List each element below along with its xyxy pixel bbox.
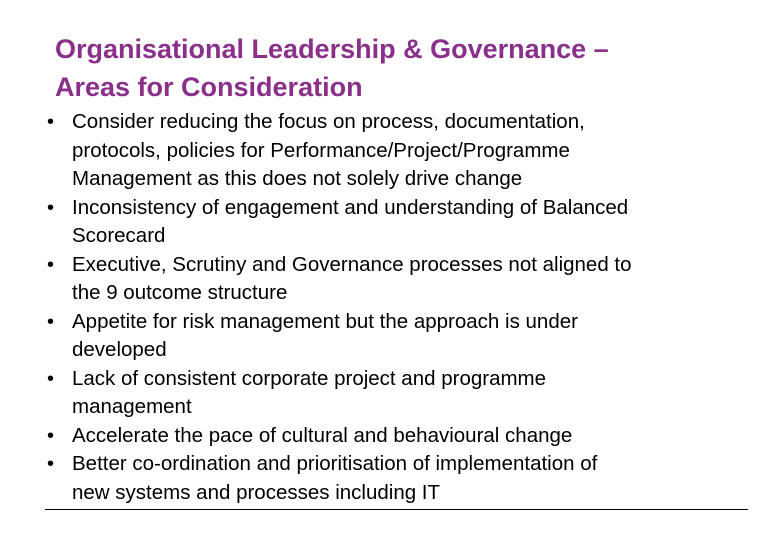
bullet-text <box>72 108 752 194</box>
bottom-divider <box>45 509 748 510</box>
bullet-text <box>72 450 752 507</box>
bullet-text-line: protocols, policies for Performance/Project/Programme <box>72 138 570 162</box>
bullet-list <box>0 108 780 507</box>
bullet-text-line: new systems and processes including IT <box>72 480 441 504</box>
bullet-text-line: management <box>72 395 192 418</box>
bullet-text <box>72 194 752 251</box>
bullet-item-coordination <box>0 450 752 507</box>
bullet-text <box>72 422 752 451</box>
bullet-text-line: Scorecard <box>72 224 166 247</box>
bullet-point-icon: • <box>47 253 55 276</box>
bullet-text <box>72 308 752 365</box>
bullet-text-line: Inconsistency of engagement and understanding of Balanced <box>72 195 629 219</box>
bullet-point-icon: • <box>47 310 55 333</box>
bullet-text <box>72 365 752 422</box>
slide-title-line-2: Areas for Consideration <box>55 72 363 102</box>
bullet-text-line: Consider reducing the focus on process, documentation, <box>72 110 585 133</box>
bullet-text-line: the 9 outcome structure <box>72 281 288 304</box>
bullet-point-icon: • <box>47 111 55 133</box>
bullet-text-line: Appetite for risk management but the approach is under <box>72 309 578 333</box>
bullet-item-project-management <box>0 365 752 422</box>
bullet-item-process-focus <box>0 108 752 194</box>
bullet-point-icon: • <box>47 453 55 475</box>
bullet-text-line: Executive, Scrutiny and Governance processes not aligned to <box>72 252 632 276</box>
slide-title-line-1: Organisational Leadership & Governance – <box>55 34 609 64</box>
slide-title <box>55 30 755 106</box>
bullet-text-line: developed <box>72 338 167 361</box>
bullet-item-balanced-scorecard <box>0 194 752 251</box>
bullet-text-line: Management as this does not solely drive change <box>72 167 523 190</box>
bullet-point-icon: • <box>47 196 55 219</box>
bullet-text-line: Better co-ordination and prioritisation of implementation of <box>72 452 598 475</box>
bullet-item-governance-alignment <box>0 251 752 308</box>
bullet-text-line: Accelerate the pace of cultural and behavioural change <box>72 423 573 447</box>
bullet-point-icon: • <box>47 424 55 447</box>
bullet-text-line: Lack of consistent corporate project and programme <box>72 366 547 390</box>
bullet-point-icon: • <box>47 367 55 390</box>
bullet-item-risk-management <box>0 308 752 365</box>
bullet-item-cultural-change <box>0 422 752 451</box>
bullet-text <box>72 251 752 308</box>
